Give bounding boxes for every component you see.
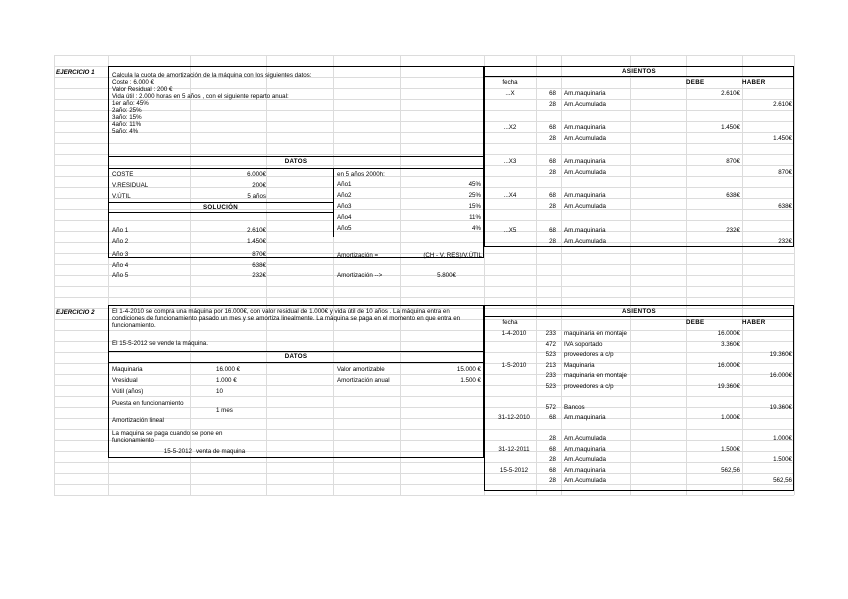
ex2-haber-header: HABER — [742, 319, 766, 326]
ex1-dist-label: Año1 — [337, 181, 352, 188]
ex2-vamort-value: 15.000 € — [456, 366, 481, 373]
ex1-asiento-code: 68 — [549, 124, 556, 131]
ex1-amort-label: Amortización --> — [337, 272, 383, 279]
ex1-datos-title: DATOS — [284, 158, 308, 165]
ex2-asiento-code: 28 — [549, 435, 556, 442]
ex2-asiento-code: 68 — [549, 445, 556, 453]
ex2-datos-label: Maquinaria — [112, 366, 143, 373]
ex2-datos-title: DATOS — [284, 353, 308, 360]
ex2-asiento-fecha: 15-5-2012 — [499, 466, 529, 474]
ex1-solucion-label: Año 2 — [112, 238, 129, 245]
ex1-solucion-value: 870€ — [252, 251, 266, 258]
ex2-asiento-code: 472 — [545, 340, 556, 348]
ex1-solucion-label: Año 5 — [112, 272, 129, 279]
ex1-debe-header: DEBE — [686, 79, 705, 86]
ex1-solucion-label: Año 3 — [112, 251, 129, 258]
ex1-dist-label: Año2 — [337, 192, 352, 199]
ex1-asiento-haber: 232€ — [778, 238, 792, 245]
ex2-asiento-debe: 562,56 — [721, 466, 740, 474]
ex2-asiento-haber: 1.500€ — [773, 456, 792, 463]
ex1-asiento-code: 28 — [549, 238, 556, 245]
ex1-dist-value: 4% — [472, 225, 481, 232]
ex2-asiento-fecha: 1-4-2010 — [501, 330, 527, 337]
ex2-asiento-haber: 19.360€ — [769, 403, 792, 411]
ex2-statement: El 1-4-2010 se compra una máquina por 16.000€, con valor residual de 1.000€ y vida útil de 10 años . La máquina entra en condiciones de funcionamiento pasado un mes y se amortiza linealmente. La máquina se paga en el momento en que entra en funcionamiento. — [112, 308, 461, 329]
ex2-asiento-account: maquinaria en montaje — [564, 372, 627, 379]
ex1-asiento-fecha: ...X2 — [503, 124, 517, 131]
ex2-asiento-code: 68 — [549, 466, 556, 474]
ex1-asiento-haber: 1.450€ — [773, 135, 792, 142]
ex1-asiento-fecha: ...X — [505, 90, 515, 97]
ex2-asientos-title: ASIENTOS — [622, 308, 656, 315]
ex1-asiento-account: Am.maquinaria — [564, 227, 606, 234]
ex2-datos-value: 10 — [216, 388, 223, 395]
ex1-asiento-code: 28 — [549, 203, 556, 210]
ex1-asiento-debe: 2.610€ — [721, 90, 740, 97]
ex2-asiento-account: proveedores a c/p — [564, 382, 614, 390]
ex2-debe-header: DEBE — [686, 319, 705, 326]
ex1-solucion-value: 2.610€ — [247, 227, 266, 234]
ex2-asiento-account: Am.maquinaria — [564, 445, 606, 453]
ex2-datos-label: Vresidual — [112, 377, 138, 384]
ex2-datos-label: Vútil (años) — [112, 388, 144, 395]
ex2-asiento-haber: 19.360€ — [769, 351, 792, 358]
ex2-asiento-account: Am.Acumulada — [564, 456, 606, 463]
ex1-dist-value: 11% — [469, 214, 481, 221]
ex2-asiento-account: IVA soportado — [564, 340, 603, 348]
ex1-asiento-code: 68 — [549, 90, 556, 97]
ex1-statement-line: 5año: 4% — [112, 128, 139, 135]
ex2-fecha-header: fecha — [502, 319, 518, 326]
ex1-asiento-debe: 870€ — [726, 158, 740, 165]
ex2-asiento-haber: 562,56 — [773, 477, 792, 484]
ex2-asiento-code: 233 — [545, 372, 556, 379]
ex1-dist-label: Año3 — [337, 203, 352, 210]
ex1-asiento-fecha: ...X3 — [503, 158, 517, 165]
ex1-asiento-account: Am.maquinaria — [564, 124, 606, 131]
ex2-asiento-code: 523 — [545, 382, 556, 390]
ex1-solucion-label: Año 1 — [112, 227, 129, 234]
ex1-fecha-header: fecha — [502, 79, 518, 86]
ex1-solucion-title: SOLUCIÓN — [202, 204, 239, 211]
ex2-asiento-debe: 1.000€ — [721, 414, 740, 421]
ex1-solucion-value: 1.450€ — [247, 238, 266, 245]
ex1-dist-title: en 5 años 2000h: — [337, 171, 385, 178]
ex1-asiento-account: Am.Acumulada — [564, 203, 606, 210]
ex2-asiento-code: 572 — [545, 403, 556, 411]
ex1-dist-value: 25% — [468, 192, 481, 199]
ex2-asiento-account: maquinaria en montaje — [564, 330, 627, 337]
ex2-asiento-debe: 16.000€ — [717, 361, 740, 369]
ex2-asiento-fecha: 31-12-2011 — [498, 445, 530, 453]
ex1-dist-value: 15% — [468, 203, 481, 210]
ex2-venta-date: 15-5-2012 — [163, 448, 192, 455]
ex2-statement-2: El 15-5-2012 se vende la máquina. — [112, 340, 208, 347]
ex1-dist-label: Año5 — [337, 225, 352, 232]
ex1-dist-value: 45% — [468, 181, 481, 188]
ex2-vamort-label: Valor amortizable — [337, 366, 385, 373]
ex1-solucion-label: Año 4 — [112, 262, 129, 269]
ex2-asiento-code: 28 — [549, 477, 556, 484]
ex2-asiento-code: 28 — [549, 456, 556, 463]
ex2-datos-value: 1.000 € — [216, 377, 237, 384]
ex1-vres-value: 200€ — [252, 182, 266, 189]
ex1-asiento-code: 68 — [549, 158, 556, 165]
ex1-amort-value: 5.800€ — [437, 272, 456, 279]
ex1-asiento-code: 68 — [549, 227, 556, 234]
ex1-vutil-value: 5 años — [247, 193, 266, 200]
ex2-amort-anual-value: 1.500 € — [460, 377, 481, 384]
ex1-asiento-code: 28 — [549, 135, 556, 142]
ex1-coste-value: 6.000€ — [247, 171, 266, 178]
ex2-asiento-code: 233 — [545, 330, 556, 337]
ex1-asientos-title: ASIENTOS — [622, 68, 656, 75]
ex1-asiento-account: Am.Acumulada — [564, 101, 606, 108]
ex1-asiento-debe: 1.450€ — [721, 124, 740, 131]
ex1-asiento-haber: 638€ — [778, 203, 792, 210]
ex1-asiento-account: Am.Acumulada — [564, 135, 606, 142]
ex1-statement-line: Coste : 6.000 € — [112, 79, 154, 86]
ex1-asiento-fecha: ...X5 — [503, 227, 517, 234]
ex2-datos-label: La maquina se paga cuando se pone en funcionamiento — [112, 430, 223, 444]
ex1-asiento-account: Am.maquinaria — [564, 192, 606, 199]
ex2-datos-label: Puesta en funcionamiento — [112, 400, 184, 407]
ex2-asiento-debe: 19.360€ — [717, 382, 740, 390]
ex2-asiento-debe: 3.360€ — [721, 340, 740, 348]
ex1-solucion-value: 638€ — [252, 262, 266, 269]
ex2-asiento-code: 68 — [549, 414, 556, 421]
ex1-asiento-haber: 870€ — [778, 169, 792, 176]
ex1-statement-line: 4año: 11% — [112, 121, 142, 128]
ex1-coste-label: COSTE — [112, 171, 134, 178]
ex2-asiento-debe: 1.500€ — [721, 445, 740, 453]
ex2-asiento-haber: 1.000€ — [773, 435, 792, 442]
ex2-datos-value: 1 mes — [216, 407, 233, 414]
ex1-haber-header: HABER — [742, 79, 766, 86]
ex1-asiento-account: Am.maquinaria — [564, 158, 606, 165]
ex2-asiento-account: Am.maquinaria — [564, 466, 606, 474]
ex1-asiento-debe: 232€ — [726, 227, 740, 234]
ex1-asiento-account: Am.Acumulada — [564, 169, 606, 176]
ex1-statement-line: 2año: 25% — [112, 107, 142, 114]
ex1-asiento-account: Am.Acumulada — [564, 238, 606, 245]
ex1-vres-label: V.RESIDUAL — [112, 182, 149, 189]
ex2-asiento-debe: 16.000€ — [717, 330, 740, 337]
ex2-label: EJERCICIO 2 — [56, 309, 95, 316]
ex1-asiento-code: 68 — [549, 192, 556, 199]
ex2-asiento-account: Am.Acumulada — [564, 435, 606, 442]
ex2-asiento-account: Bancos — [564, 403, 585, 411]
ex2-datos-value: 16.000 € — [216, 366, 241, 373]
ex1-vutil-label: V.ÚTIL — [112, 193, 131, 200]
ex2-asiento-fecha: 31-12-2010 — [498, 414, 530, 421]
spreadsheet — [54, 55, 794, 495]
ex1-statement-line: Vida útil : 2.000 horas en 5 años , con el siguiente reparto anual: — [112, 93, 289, 100]
ex2-asiento-account: proveedores a c/p — [564, 351, 614, 358]
ex1-statement-line: Valor Residual : 200 € — [112, 86, 173, 93]
ex1-label: EJERCICIO 1 — [56, 69, 95, 76]
ex2-asiento-code: 523 — [545, 351, 556, 358]
ex1-formula-label: Amortización = — [337, 252, 379, 259]
ex2-datos-label: Amortización lineal — [112, 417, 164, 424]
ex1-statement-line: Calcula la cuota de amortización de la máquina con los siguientes datos: — [112, 72, 312, 79]
ex1-solucion-value: 232€ — [252, 272, 266, 279]
ex1-asiento-code: 28 — [549, 169, 556, 176]
ex1-asiento-haber: 2.610€ — [773, 101, 792, 108]
ex1-statement-line: 3año: 15% — [112, 114, 142, 121]
ex1-dist-label: Año4 — [337, 214, 352, 221]
ex2-asiento-account: Maquinaria — [564, 361, 595, 369]
ex2-asiento-code: 213 — [545, 361, 556, 369]
ex2-asiento-fecha: 1-5-2010 — [501, 361, 527, 369]
ex1-formula: (CH - V. RES)/V.ÚTIL — [423, 252, 482, 259]
ex2-amort-anual-label: Amortización anual — [337, 377, 390, 384]
ex1-asiento-code: 28 — [549, 101, 556, 108]
ex1-statement-line: 1er año: 45% — [112, 100, 149, 107]
ex2-asiento-account: Am.Acumulada — [564, 477, 606, 484]
ex1-asiento-account: Am.maquinaria — [564, 90, 606, 97]
ex1-asiento-debe: 638€ — [726, 192, 740, 199]
ex1-asiento-fecha: ...X4 — [503, 192, 517, 199]
ex2-venta-label: venta de maquina — [196, 448, 246, 455]
ex2-asiento-haber: 16.000€ — [769, 372, 792, 379]
ex2-asiento-account: Am.maquinaria — [564, 414, 606, 421]
